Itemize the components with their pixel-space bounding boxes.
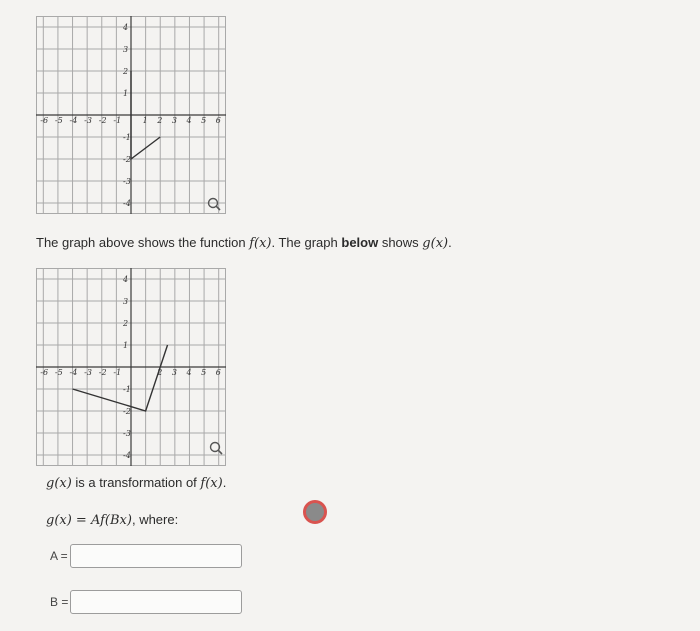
x-tick-label: -3	[84, 368, 92, 377]
b-label: B =	[50, 595, 69, 609]
y-tick-label: 3	[123, 45, 129, 54]
x-tick-label: 4	[186, 116, 192, 125]
x-tick-label: 2	[157, 368, 163, 377]
intro-part2: . The graph	[271, 235, 342, 250]
x-tick-label: 4	[186, 368, 192, 377]
y-tick-label: -1	[123, 385, 131, 394]
x-tick-label: -1	[113, 116, 122, 125]
y-tick-label: -4	[123, 451, 131, 460]
x-tick-label: -2	[98, 368, 107, 377]
transform-end: .	[222, 475, 227, 490]
answer-row-a	[50, 544, 242, 568]
transform-text: is a transformation of	[71, 475, 201, 490]
x-tick-label: -3	[84, 116, 92, 125]
intro-math-g: g(x)	[422, 236, 449, 251]
x-tick-label: -6	[40, 368, 49, 377]
intro-part1: The graph above shows the function	[36, 235, 250, 250]
y-tick-label: -3	[123, 429, 131, 438]
answer-row-b	[50, 590, 242, 614]
x-tick-label: 3	[171, 116, 177, 125]
b-input[interactable]	[70, 590, 242, 614]
x-tick-label: 2	[157, 116, 163, 125]
status-indicator	[303, 500, 327, 524]
x-tick-label: -2	[98, 116, 107, 125]
y-tick-label: 2	[123, 67, 129, 76]
x-tick-label: -4	[69, 116, 78, 125]
transform-math-f: f(x)	[200, 476, 223, 491]
y-tick-label: -3	[123, 177, 131, 186]
y-tick-label: -2	[123, 407, 131, 416]
intro-text	[36, 235, 452, 251]
x-tick-label: 5	[201, 368, 207, 377]
intro-bold: below	[341, 235, 379, 250]
y-tick-label: 4	[123, 23, 129, 32]
y-tick-label: -2	[123, 155, 131, 164]
magnifier-icon[interactable]	[206, 196, 222, 212]
x-tick-label: -1	[113, 368, 122, 377]
a-input[interactable]	[70, 544, 242, 568]
intro-part3: shows	[378, 235, 423, 250]
intro-math-f: f(x)	[249, 236, 272, 251]
formula-math: g(x) = Af(Bx)	[46, 513, 132, 528]
x-tick-label: 5	[201, 116, 207, 125]
magnifier-icon[interactable]	[208, 440, 224, 456]
x-tick-label: 1	[142, 116, 148, 125]
graph-g-plot	[36, 268, 226, 466]
formula-text	[46, 512, 178, 528]
formula-text-suffix: , where:	[131, 512, 179, 527]
transformation-text	[46, 475, 226, 491]
intro-end: .	[448, 235, 452, 250]
x-tick-label: 3	[171, 368, 177, 377]
graph-f-plot	[36, 16, 226, 214]
x-tick-label: -5	[54, 368, 63, 377]
y-tick-label: 4	[123, 275, 129, 284]
x-tick-label: 6	[215, 116, 221, 125]
y-tick-label: -4	[123, 199, 131, 208]
x-tick-label: -4	[69, 368, 78, 377]
x-tick-label: -5	[54, 116, 63, 125]
a-label: A =	[50, 549, 68, 563]
x-tick-label: -6	[40, 116, 49, 125]
y-tick-label: 1	[123, 341, 129, 350]
x-tick-label: 6	[215, 368, 221, 377]
y-tick-label: 1	[123, 89, 129, 98]
graph-f	[36, 16, 226, 214]
y-tick-label: 2	[123, 319, 129, 328]
transform-math-g: g(x)	[46, 476, 72, 491]
y-tick-label: 3	[123, 297, 129, 306]
y-tick-label: -1	[123, 133, 131, 142]
graph-g	[36, 268, 226, 466]
